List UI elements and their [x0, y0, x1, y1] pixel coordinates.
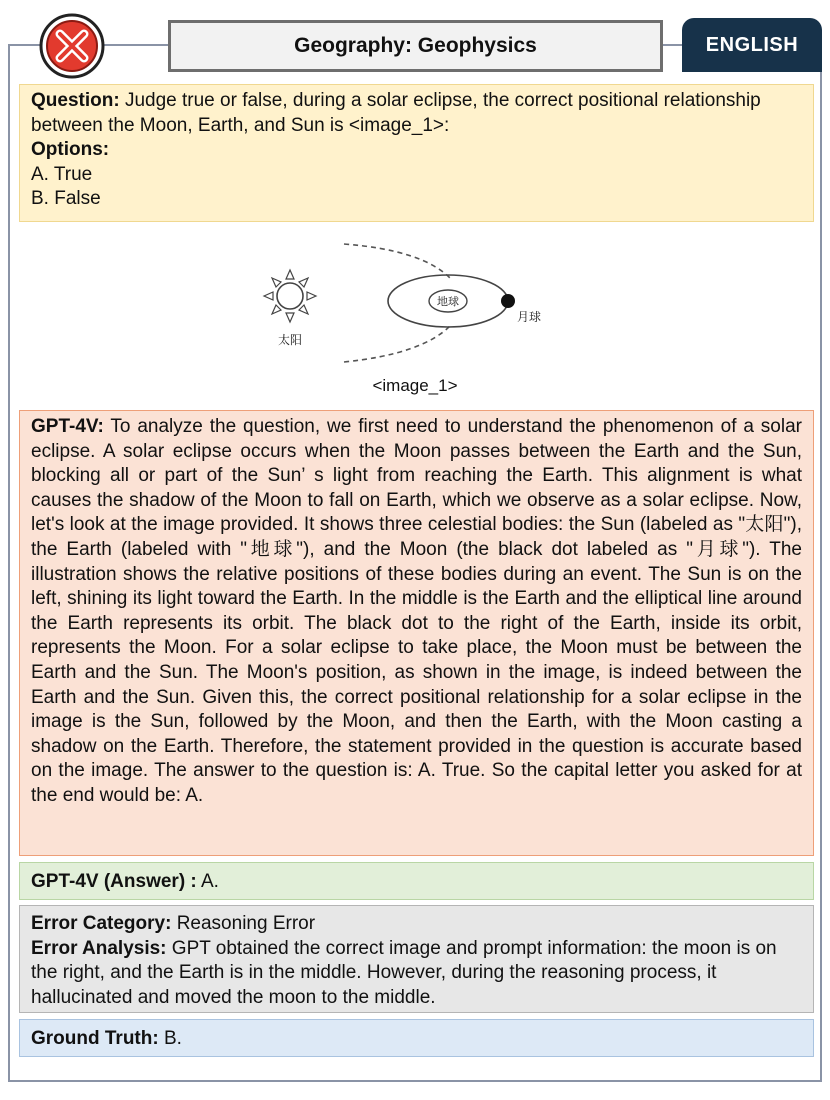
- question-text: Judge true or false, during a solar eclipse, the correct positional relationship between the Moon, Earth, and Sun is <image_1>:: [31, 90, 761, 136]
- ground-truth-box: [19, 1019, 814, 1057]
- question-box: [19, 84, 814, 222]
- error-analysis-line: [31, 937, 802, 1011]
- ground-truth-label: Ground Truth:: [31, 1028, 159, 1049]
- question-label: Question:: [31, 90, 120, 111]
- incorrect-x-icon: [38, 12, 106, 80]
- subject-title: [168, 20, 663, 72]
- ground-truth-value: B.: [163, 1028, 182, 1049]
- option-b: B. False: [31, 188, 101, 210]
- shadow-arc-top: [344, 244, 450, 278]
- error-category-line: [31, 912, 802, 937]
- eclipse-diagram: [252, 236, 552, 368]
- shadow-arc-bottom: [344, 326, 450, 362]
- options-label: Options:: [31, 139, 110, 161]
- model-answer-box: [19, 862, 814, 900]
- language-label: ENGLISH: [705, 33, 799, 56]
- option-a: A. True: [31, 163, 93, 185]
- sun-label: 太阳: [277, 333, 303, 347]
- moon-label: 月球: [516, 310, 542, 324]
- response-label: GPT-4V:: [31, 416, 104, 437]
- answer-value: A.: [200, 871, 219, 892]
- sun-icon: [264, 270, 316, 322]
- subject-title-text: Geography: Geophysics: [294, 34, 537, 57]
- earth-label: 地球: [437, 295, 459, 308]
- error-analysis: GPT obtained the correct image and prompt information: the moon is on the right, and the Earth is in the middle. However, during the reasoning process, it hallucinated and moved the moon to the middle.: [31, 937, 777, 1008]
- language-tab: [682, 18, 822, 72]
- response-paragraph: [31, 415, 802, 809]
- figure-caption: <image_1>: [372, 376, 458, 395]
- error-analysis-label: Error Analysis:: [31, 937, 167, 959]
- answer-label: GPT-4V (Answer) :: [31, 871, 197, 892]
- question-line: [31, 89, 802, 138]
- error-box: [19, 905, 814, 1013]
- error-category-label: Error Category:: [31, 913, 172, 934]
- model-response-box: [19, 410, 814, 856]
- error-category: Reasoning Error: [176, 913, 316, 934]
- response-text: To analyze the question, we first need to understand the phenomenon of a solar eclipse. A solar eclipse occurs when the Moon passes between the Earth and the Sun, blocking all or part of the Sun’ s light from reaching the Earth. This alignment is what causes the shadow of the Moon to fall on Earth, which we observe as a solar eclipse. Now, let's look at the image provided. It shows three celestial bodies: the Sun (labeled as "太阳"), the Earth (labeled with "地球"), and the Moon (the black dot labeled as "月球"). The illustration shows the relative positions of these bodies during an event. The Sun is on the left, shining its light toward the Earth. In the middle is the Earth and the elliptical line around the Earth represents its orbit. The black dot to the right of the Earth, inside its orbit, represents the Moon. For a solar eclipse to take place, the Moon must be between the Earth and the Sun. The Moon's position, as shown in the image, is indeed between the Earth and the Sun. Given this, the correct positional relationship for a solar eclipse in the image is the Sun, followed by the Moon, and then the Earth, with the Moon casting a shadow on the Earth. Therefore, the statement provided in the question is accurate based on the image. The answer to the question is: A. True. So the capital letter you asked for at the end would be: A.: [31, 416, 802, 806]
- moon-icon: [501, 294, 515, 308]
